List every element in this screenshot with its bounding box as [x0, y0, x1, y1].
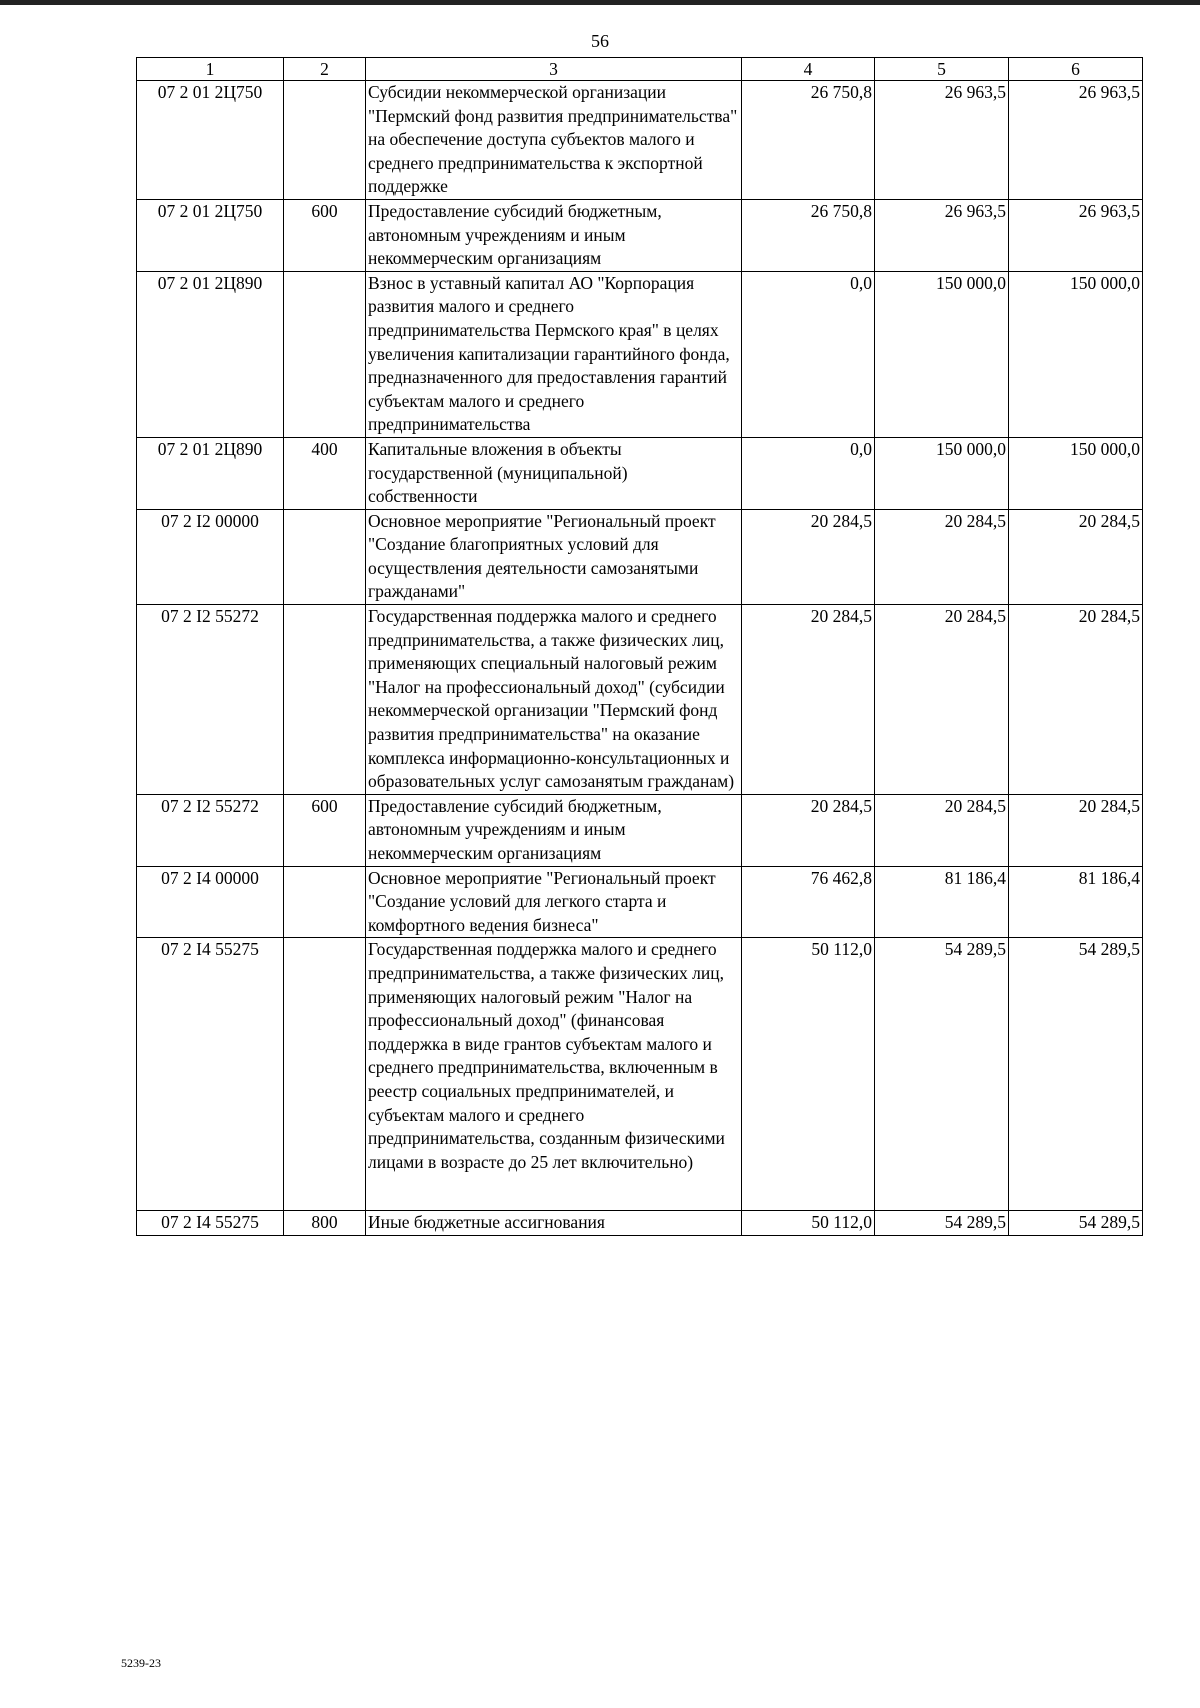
row-code: 07 2 01 2Ц750 [137, 81, 284, 200]
row-code: 07 2 01 2Ц890 [137, 437, 284, 509]
row-code: 07 2 I2 00000 [137, 509, 284, 604]
row-value-col5: 54 289,5 [875, 1211, 1009, 1236]
table-row [137, 1211, 1143, 1236]
row-value-col4: 50 112,0 [742, 1211, 875, 1236]
row-value-col4: 76 462,8 [742, 866, 875, 938]
row-value-col6: 150 000,0 [1009, 271, 1143, 437]
table-header-row [137, 58, 1143, 81]
column-header: 3 [366, 58, 742, 81]
row-value-col6: 20 284,5 [1009, 794, 1143, 866]
row-value-col6: 20 284,5 [1009, 605, 1143, 795]
column-header: 2 [284, 58, 366, 81]
row-value-col5: 54 289,5 [875, 938, 1009, 1211]
row-code: 07 2 I2 55272 [137, 794, 284, 866]
row-code: 07 2 I4 00000 [137, 866, 284, 938]
row-value-col5: 150 000,0 [875, 271, 1009, 437]
row-value-col6: 150 000,0 [1009, 437, 1143, 509]
table-row [137, 938, 1143, 1211]
row-code: 07 2 01 2Ц890 [137, 271, 284, 437]
table-row [137, 271, 1143, 437]
row-code: 07 2 I2 55272 [137, 605, 284, 795]
row-value-col6: 26 963,5 [1009, 199, 1143, 271]
row-name: Основное мероприятие "Региональный проект "Создание благоприятных условий для осуществления деятельности самозанятыми гражданами" [366, 509, 742, 604]
row-name: Государственная поддержка малого и среднего предпринимательства, а также физических лиц, применяющих специальный налоговый режим "Налог на профессиональный доход" (субсидии некоммерческой организации "Пермский фонд развития предпринимательства" на оказание комплекса информационно-консультационных и образовательных услуг самозанятым гражданам) [366, 605, 742, 795]
row-expense-type: 800 [284, 1211, 366, 1236]
row-expense-type [284, 938, 366, 1211]
row-value-col6: 54 289,5 [1009, 1211, 1143, 1236]
row-expense-type: 600 [284, 794, 366, 866]
row-expense-type [284, 866, 366, 938]
row-value-col4: 50 112,0 [742, 938, 875, 1211]
row-expense-type [284, 81, 366, 200]
scan-top-border [0, 0, 1200, 5]
table-row [137, 794, 1143, 866]
row-value-col5: 26 963,5 [875, 199, 1009, 271]
row-code: 07 2 I4 55275 [137, 938, 284, 1211]
row-value-col4: 20 284,5 [742, 605, 875, 795]
row-value-col5: 20 284,5 [875, 605, 1009, 795]
row-expense-type [284, 605, 366, 795]
row-name: Предоставление субсидий бюджетным, автономным учреждениям и иным некоммерческим организациям [366, 794, 742, 866]
row-value-col6: 26 963,5 [1009, 81, 1143, 200]
row-value-col4: 0,0 [742, 437, 875, 509]
row-expense-type: 400 [284, 437, 366, 509]
table-row [137, 605, 1143, 795]
row-name: Взнос в уставный капитал АО "Корпорация развития малого и среднего предпринимательства Пермского края" в целях увеличения капитализации гарантийного фонда, предназначенного для предоставления гарантий субъектам малого и среднего предпринимательства [366, 271, 742, 437]
row-value-col4: 26 750,8 [742, 81, 875, 200]
row-name: Субсидии некоммерческой организации "Пермский фонд развития предпринимательства" на обеспечение доступа субъектов малого и среднего предпринимательства к экспортной поддержке [366, 81, 742, 200]
table-row [137, 866, 1143, 938]
row-name: Капитальные вложения в объекты государственной (муниципальной) собственности [366, 437, 742, 509]
document-id: 5239-23 [121, 1656, 161, 1670]
row-expense-type [284, 271, 366, 437]
row-value-col4: 0,0 [742, 271, 875, 437]
table-row [137, 509, 1143, 604]
row-value-col5: 26 963,5 [875, 81, 1009, 200]
row-value-col5: 81 186,4 [875, 866, 1009, 938]
row-expense-type: 600 [284, 199, 366, 271]
row-code: 07 2 01 2Ц750 [137, 199, 284, 271]
row-value-col4: 20 284,5 [742, 794, 875, 866]
row-code: 07 2 I4 55275 [137, 1211, 284, 1236]
row-value-col5: 20 284,5 [875, 794, 1009, 866]
column-header: 4 [742, 58, 875, 81]
row-value-col4: 20 284,5 [742, 509, 875, 604]
column-header: 1 [137, 58, 284, 81]
row-value-col6: 54 289,5 [1009, 938, 1143, 1211]
table-row [137, 81, 1143, 200]
table-row [137, 437, 1143, 509]
row-name: Иные бюджетные ассигнования [366, 1211, 742, 1236]
row-name: Государственная поддержка малого и среднего предпринимательства, а также физических лиц, применяющих налоговый режим "Налог на профессиональный доход" (финансовая поддержка в виде грантов субъектам малого и среднего предпринимательства, включенным в реестр социальных предпринимателей, и субъектам малого и среднего предпринимательства, созданным физическими лицами в возрасте до 25 лет включительно) [366, 938, 742, 1211]
row-name: Основное мероприятие "Региональный проект "Создание условий для легкого старта и комфортного ведения бизнеса" [366, 866, 742, 938]
table-row [137, 199, 1143, 271]
row-value-col6: 20 284,5 [1009, 509, 1143, 604]
row-value-col5: 150 000,0 [875, 437, 1009, 509]
column-header: 6 [1009, 58, 1143, 81]
column-header: 5 [875, 58, 1009, 81]
page-number: 56 [591, 31, 609, 51]
row-expense-type [284, 509, 366, 604]
row-value-col4: 26 750,8 [742, 199, 875, 271]
row-name: Предоставление субсидий бюджетным, автономным учреждениям и иным некоммерческим организациям [366, 199, 742, 271]
budget-table [136, 57, 1143, 1236]
row-value-col6: 81 186,4 [1009, 866, 1143, 938]
row-value-col5: 20 284,5 [875, 509, 1009, 604]
